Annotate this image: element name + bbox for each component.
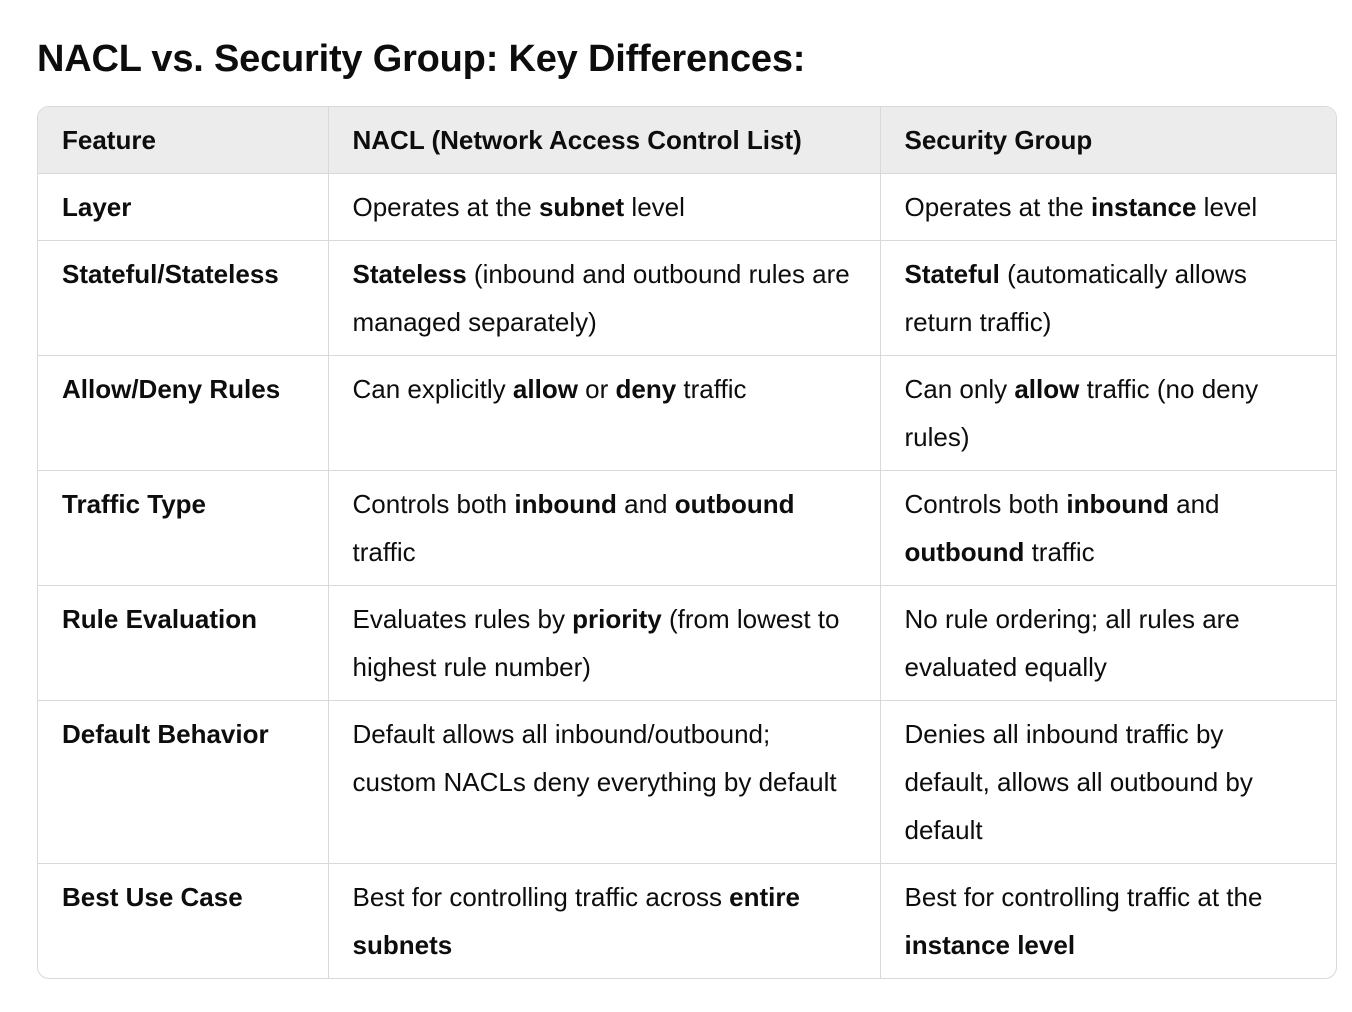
text-segment: (inbound and outbound rules are managed separately) <box>352 259 850 337</box>
table-body <box>38 174 1337 979</box>
nacl-cell <box>328 586 880 701</box>
bold-text: Stateful <box>904 259 1000 289</box>
nacl-cell <box>328 701 880 864</box>
security-group-cell <box>880 471 1337 586</box>
bold-text: Stateless <box>352 259 467 289</box>
nacl-cell <box>328 241 880 356</box>
security-group-cell <box>880 356 1337 471</box>
security-group-cell <box>880 701 1337 864</box>
bold-text: outbound <box>904 537 1025 567</box>
feature-cell: Default Behavior <box>38 701 328 864</box>
text-segment: traffic <box>1024 537 1095 567</box>
table-row <box>38 174 1337 241</box>
text-segment: and <box>1168 489 1220 519</box>
text-segment: level <box>624 192 685 222</box>
feature-cell: Rule Evaluation <box>38 586 328 701</box>
table-row <box>38 864 1337 979</box>
text-segment: traffic <box>676 374 747 404</box>
text-segment: No rule ordering; all rules are evaluated equally <box>904 604 1240 682</box>
bold-text: inbound <box>514 489 617 519</box>
comparison-table <box>38 107 1337 978</box>
bold-text: instance level <box>904 930 1076 960</box>
text-segment: Best for controlling traffic at the <box>904 882 1263 912</box>
text-segment: traffic (no deny rules) <box>904 374 1259 452</box>
bold-text: inbound <box>1066 489 1169 519</box>
header-feature: Feature <box>38 107 328 174</box>
text-segment: Operates at the <box>904 192 1091 222</box>
security-group-cell <box>880 586 1337 701</box>
text-segment: Denies all inbound traffic by default, allows all outbound by default <box>904 719 1253 845</box>
security-group-cell <box>880 241 1337 356</box>
table-row <box>38 701 1337 864</box>
text-segment: Can only <box>904 374 1015 404</box>
header-nacl: NACL (Network Access Control List) <box>328 107 880 174</box>
feature-cell: Best Use Case <box>38 864 328 979</box>
bold-text: subnet <box>538 192 625 222</box>
text-segment: Default allows all inbound/outbound; custom NACLs deny everything by default <box>352 719 837 797</box>
text-segment: or <box>577 374 616 404</box>
security-group-cell <box>880 174 1337 241</box>
table-header <box>38 107 1337 174</box>
text-segment: Operates at the <box>352 192 539 222</box>
bold-text: entire subnets <box>352 882 800 960</box>
text-segment: traffic <box>352 537 416 567</box>
document-page <box>37 30 1337 960</box>
header-security-group: Security Group <box>880 107 1337 174</box>
bold-text: allow <box>1014 374 1080 404</box>
nacl-cell <box>328 471 880 586</box>
text-segment: (automatically allows return traffic) <box>904 259 1247 337</box>
security-group-cell <box>880 864 1337 979</box>
text-segment: Best for controlling traffic across <box>352 882 730 912</box>
page-title: NACL vs. Security Group: Key Differences: <box>37 38 806 80</box>
text-segment: Controls both <box>904 489 1067 519</box>
text-segment: and <box>616 489 675 519</box>
text-segment: level <box>1196 192 1258 222</box>
nacl-cell <box>328 864 880 979</box>
text-segment: Evaluates rules by <box>352 604 573 634</box>
feature-cell: Allow/Deny Rules <box>38 356 328 471</box>
feature-cell: Traffic Type <box>38 471 328 586</box>
nacl-cell <box>328 356 880 471</box>
bold-text: deny <box>615 374 677 404</box>
bold-text: instance <box>1090 192 1197 222</box>
bold-text: outbound <box>674 489 795 519</box>
text-segment: (from lowest to highest rule number) <box>352 604 840 682</box>
table-row <box>38 356 1337 471</box>
text-segment: Can explicitly <box>352 374 513 404</box>
bold-text: priority <box>572 604 662 634</box>
table-row <box>38 241 1337 356</box>
nacl-cell <box>328 174 880 241</box>
feature-cell: Layer <box>62 192 132 222</box>
comparison-table-container <box>37 106 1337 979</box>
text-segment: Controls both <box>352 489 515 519</box>
feature-cell: Stateful/Stateless <box>38 241 328 356</box>
table-row <box>38 586 1337 701</box>
table-row <box>38 471 1337 586</box>
header-row <box>38 107 1337 174</box>
bold-text: allow <box>512 374 578 404</box>
